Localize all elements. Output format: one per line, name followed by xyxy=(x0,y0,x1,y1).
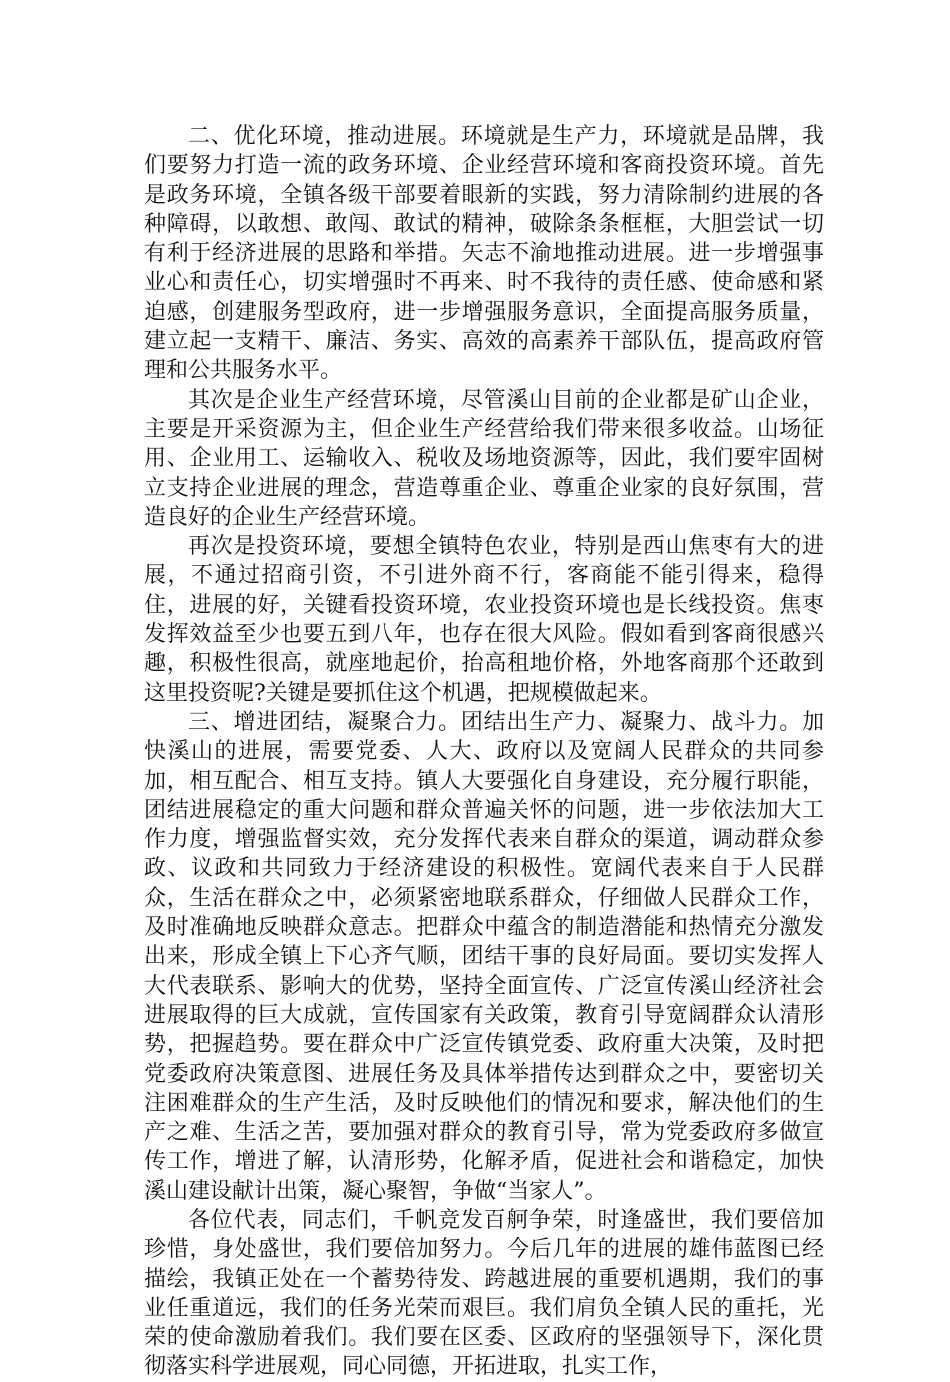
paragraph-investment-environment: 再次是投资环境，要想全镇特色农业，特别是西山焦枣有大的进展，不通过招商引资，不引进外商不行，客商能不能引得来，稳得住，进展的好，关键看投资环境，农业投资环境也是长线投资。焦枣发挥效益至少也要五到八年，也存在很大风险。假如看到客商很感兴趣，积极性很高，就座地起价，抬高租地价格，外地客商那个还敢到这里投资呢?关键是要抓住这个机遇，把规模做起来。 xyxy=(144,534,824,706)
paragraph-closing-address: 各位代表，同志们，千帆竞发百舸争荣，时逢盛世，我们要倍加珍惜，身处盛世，我们要倍加努力。今后几年的进展的雄伟蓝图已经描绘，我镇正处在一个蓄势待发、跨越进展的重要机遇期，我们的事业任重道远，我们的任务光荣而艰巨。我们肩负全镇人民的重托，光荣的使命激励着我们。我们要在区委、区政府的坚强领导下，深化贯彻落实科学进展观，同心同德，开拓进取，扎实工作， xyxy=(144,1207,824,1380)
paragraph-optimize-environment: 二、优化环境，推动进展。环境就是生产力，环境就是品牌，我们要努力打造一流的政务环境、企业经营环境和客商投资环境。首先是政务环境，全镇各级干部要着眼新的实践，努力清除制约进展的各种障碍，以敢想、敢闯、敢试的精神，破除条条框框，大胆尝试一切有利于经济进展的思路和举措。矢志不渝地推动进展。进一步增强事业心和责任心，切实增强时不再来、时不我待的责任感、使命感和紧迫感，创建服务型政府，进一步增强服务意识，全面提高服务质量，建立起一支精干、廉洁、务实、高效的高素养干部队伍，提高政府管理和公共服务水平。 xyxy=(144,124,824,384)
document-body xyxy=(144,122,824,1382)
paragraph-enterprise-environment: 其次是企业生产经营环境，尽管溪山目前的企业都是矿山企业，主要是开采资源为主，但企业生产经营给我们带来很多收益。山场征用、企业用工、运输收入、税收及场地资源等，因此，我们要牢固树立支持企业进展的理念，营造尊重企业、尊重企业家的良好氛围，营造良好的企业生产经营环境。 xyxy=(144,387,824,530)
paragraph-promote-unity: 三、增进团结，凝聚合力。团结出生产力、凝聚力、战斗力。加快溪山的进展，需要党委、人大、政府以及宽阔人民群众的共同参加，相互配合、相互支持。镇人大要强化自身建设，充分履行职能，团结进展稳定的重大问题和群众普遍关怀的问题，进一步依法加大工作力度，增强监督实效，充分发挥代表来自群众的渠道，调动群众参政、议政和共同致力于经济建设的积极性。宽阔代表来自于人民群众，生活在群众之中，必须紧密地联系群众，仔细做人民群众工作，及时准确地反映群众意志。把群众中蕴含的制造潜能和热情充分激发出来，形成全镇上下心齐气顺，团结干事的良好局面。要切实发挥人大代表联系、影响大的优势，坚持全面宣传、广泛宣传溪山经济社会进展取得的巨大成就，宣传国家有关政策，教育引导宽阔群众认清形势，把握趋势。要在群众中广泛宣传镇党委、政府重大决策，及时把党委政府决策意图、进展任务及具体举措传达到群众之中，要密切关注困难群众的生产生活，及时反映他们的情况和要求，解决他们的生产之难、生活之苦，要加强对群众的教育引导，常为党委政府多做宣传工作，增进了解，认清形势，化解矛盾，促进社会和谐稳定，加快溪山建设献计出策，凝心聚智，争做“当家人”。 xyxy=(144,709,824,1204)
